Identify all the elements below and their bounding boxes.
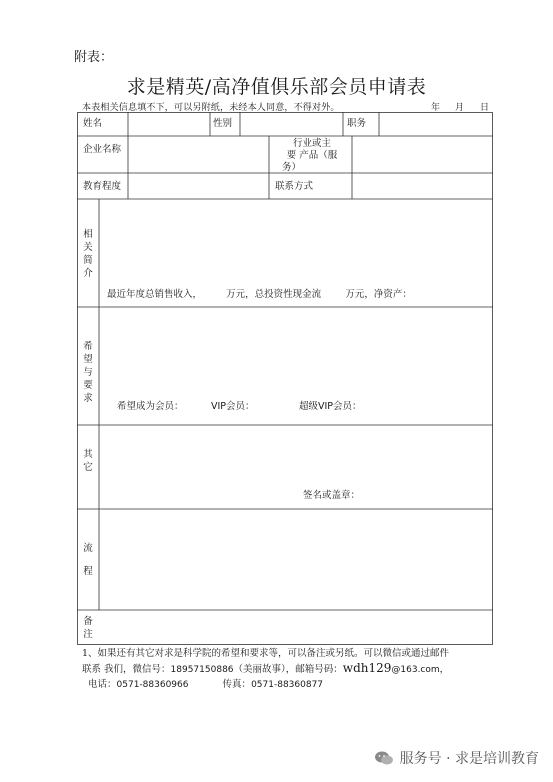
process-label: [81, 542, 95, 578]
hope-label-char: 求: [83, 393, 93, 404]
fax-number: 0571-88360877: [251, 680, 324, 690]
position-label: 职务: [347, 118, 367, 129]
industry-label-line-2: 要 产品（服: [286, 150, 338, 161]
signature-label: 签名或盖章：: [303, 490, 361, 501]
footer-contact-text: 联系 我们，微信号：: [82, 664, 171, 675]
other-label: [81, 448, 95, 474]
industry-label-line-3: 务）: [282, 162, 302, 173]
footer-line-2: [82, 661, 449, 678]
gender-label: 性别: [213, 118, 233, 129]
appendix-label: 附表：: [74, 50, 114, 65]
company-label: 企业名称: [83, 144, 122, 155]
process-label-char: 程: [83, 566, 93, 577]
wechat-number: 18957150886: [170, 665, 234, 675]
application-form-table: [77, 112, 493, 645]
industry-label-line-1: 行业或主: [292, 138, 331, 149]
wechat-icon: [374, 750, 394, 766]
footer-comma: ，: [439, 664, 450, 675]
intro-label-char: 简: [83, 255, 93, 266]
phone-number: 0571-88360966: [116, 680, 189, 690]
financials-line: 最近年度总销售收入， 万元，总投资性现金流 万元，净资产：: [107, 289, 412, 300]
contact-label: 联系方式: [275, 181, 314, 192]
date-day-label: 日: [480, 103, 490, 113]
remark-label-char: 注: [83, 629, 93, 640]
hope-label-char: 与: [83, 367, 93, 378]
watermark-text: 服务号 · 求是培训教育: [399, 751, 539, 767]
education-label: 教育程度: [83, 181, 122, 192]
remark-label-char: 备: [83, 616, 93, 627]
intro-label-char: 相: [83, 229, 93, 240]
footer-line-1: 1、如果还有其它对求是科学院的希望和要求等，可以备注或另纸。可以微信或通过邮件: [82, 648, 450, 659]
hope-label-char: 要: [83, 380, 93, 391]
footer-line-3: [88, 677, 323, 693]
process-label-char: 流: [83, 543, 93, 554]
form-note: 本表相关信息填不下，可以另附纸，未经本人同意，不得对外。: [82, 103, 340, 113]
watermark: [374, 748, 539, 768]
industry-label: [282, 138, 342, 174]
intro-label-char: 介: [83, 268, 93, 279]
hope-super-vip-label: 超级VIP会员：: [299, 401, 362, 412]
fax-label: 传真：: [222, 679, 252, 690]
date-year-label: 年: [431, 103, 441, 113]
other-label-char: 它: [83, 462, 93, 473]
hope-label-char: 望: [83, 354, 93, 365]
other-label-char: 其: [83, 449, 93, 460]
email-user: wdh129: [342, 661, 392, 675]
hope-vip-label: VIP会员：: [211, 401, 255, 412]
name-label: 姓名: [83, 118, 103, 129]
email-domain: @163.com: [391, 665, 440, 675]
phone-label: 电话：: [88, 679, 117, 690]
page-title: 求是精英/高净值俱乐部会员申请表: [126, 76, 427, 98]
hope-member-label: 希望成为会员：: [117, 401, 184, 412]
date-month-label: 月: [455, 103, 465, 113]
intro-label-char: 关: [83, 242, 93, 253]
remark-label: [81, 615, 95, 641]
footer-email-label: （美丽故事），邮箱号码：: [233, 664, 343, 675]
intro-label: [81, 228, 95, 280]
hope-label: [81, 340, 95, 405]
hope-label-char: 希: [83, 341, 93, 352]
